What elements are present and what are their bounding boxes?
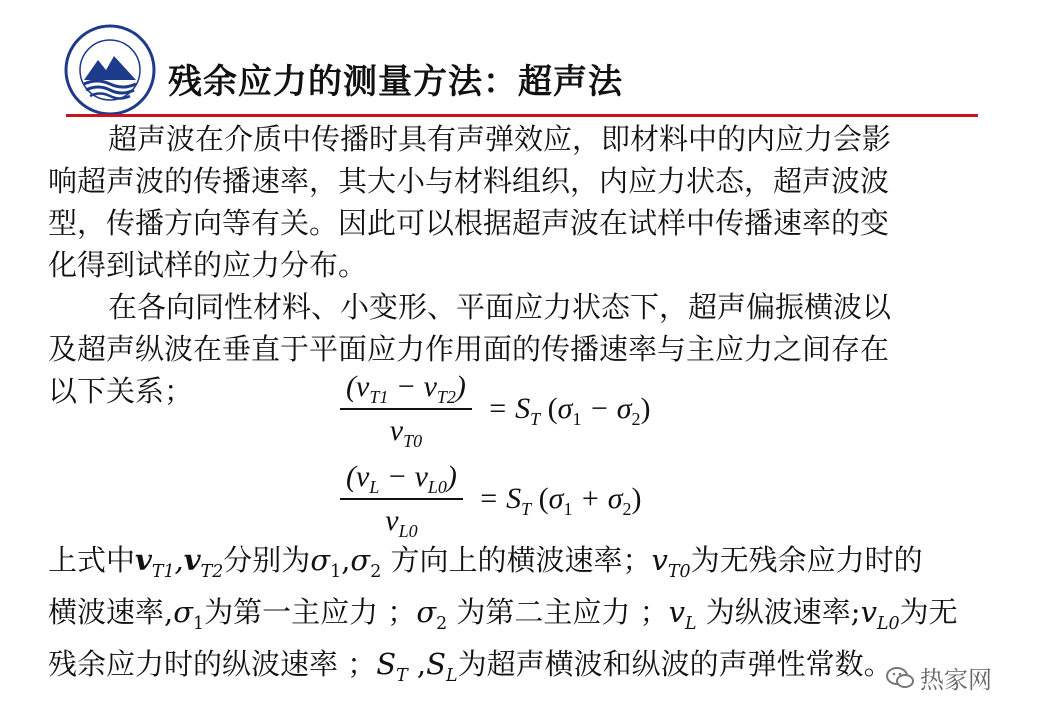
formula-fraction (340, 460, 463, 542)
page-title: 残余应力的测量方法：超声法 (168, 62, 623, 102)
explanation-line: 残余应力时的纵波速率 ；$S_T$ $,S_L$为超声横波和纵波的声弹性常数。 (48, 646, 893, 686)
paragraph-line: 超声波在介质中传播时具有声弹效应，即材料中的内应力会影 (108, 122, 892, 156)
formula-denominator: $v_{T0}$ (389, 414, 423, 451)
explanation-line: 上式中$v_{T1},v_{T2}$分别为$\sigma_1,\sigma_2$ 方向上的横波速率；$v_{T0}$为无残余应力时的 (48, 543, 923, 582)
paragraph-line: 在各向同性材料、小变形、平面应力状态下，超声偏振横波以 (108, 290, 892, 324)
wechat-icon (886, 666, 914, 696)
slide-body (48, 118, 980, 412)
formula-transverse (340, 370, 651, 452)
paragraph-line: 响超声波的传播速率，其大小与材料组织，内应力状态，超声波波 (48, 164, 890, 198)
watermark-text: 热家网 (920, 666, 992, 694)
formula-longitudinal (340, 460, 642, 542)
paragraph-line: 及超声纵波在垂直于平面应力作用面的传播速率与主应力之间存在 (48, 332, 890, 366)
formula-rhs: = $S_T$ $(\sigma_1 - \sigma_2)$ (487, 392, 651, 429)
formula-numerator: $(v_{T1} - v_{T2})$ (340, 370, 472, 410)
explanation-line: 横波速率$,\sigma_1$为第一主应力 ；$\sigma_2$ 为第二主应力 ；$v_L$ 为纵波速率$;v_{L0}$为无 (48, 594, 958, 634)
title-divider (66, 114, 978, 117)
university-seal-icon (62, 22, 158, 118)
paragraph-line: 以下关系； (48, 374, 194, 408)
formula-denominator: $v_{L0}$ (385, 504, 418, 541)
explanation-text (48, 540, 958, 695)
formula-numerator: $(v_L - v_{L0})$ (340, 460, 463, 500)
formula-rhs: = $S_T$ $(\sigma_1 + \sigma_2)$ (478, 482, 642, 519)
paragraph-line: 型，传播方向等有关。因此可以根据超声波在试样中传播速率的变 (48, 206, 890, 240)
paragraph-line: 化得到试样的应力分布。 (48, 248, 368, 282)
university-logo (62, 22, 158, 118)
watermark (886, 660, 992, 696)
formula-fraction (340, 370, 472, 452)
